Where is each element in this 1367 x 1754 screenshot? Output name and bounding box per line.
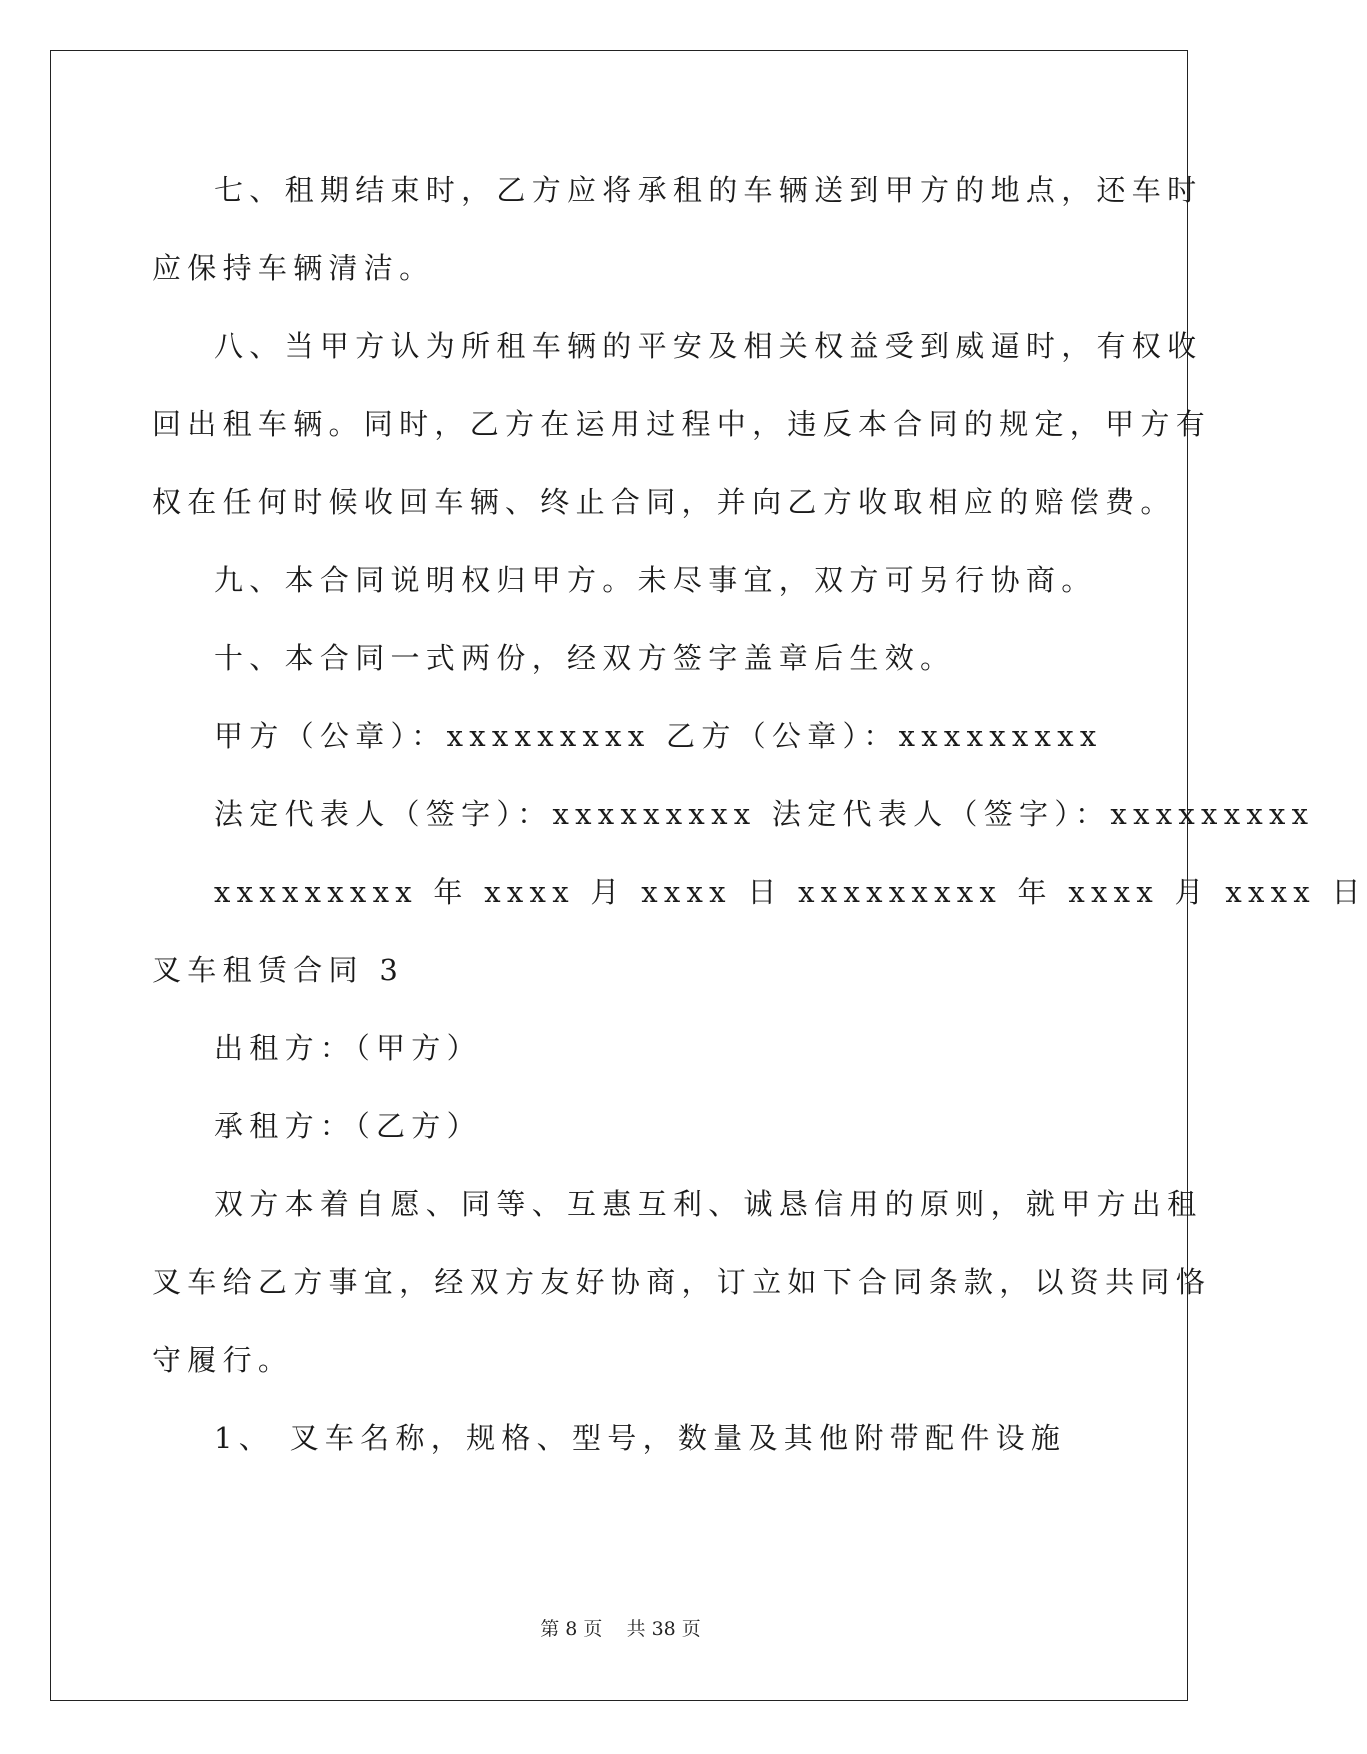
section-title: 叉车租赁合同 3 [152,953,405,987]
paragraph-line: 八、当甲方认为所租车辆的平安及相关权益受到威逼时，有权收 [214,329,1203,363]
paragraph-line: 应保持车辆清洁。 [152,251,435,285]
paragraph-line: 权在任何时候收回车辆、终止合同，并向乙方收取相应的赔偿费。 [152,485,1176,519]
page-number: 第 8 页 [540,1618,603,1640]
paragraph-line: 回出租车辆。同时，乙方在运用过程中，违反本合同的规定，甲方有 [152,407,1212,441]
signature-date-line: xxxxxxxxx 年 xxxx 月 xxxx 日 xxxxxxxxx 年 xxxx 月 xxxx 日 [214,875,1367,909]
paragraph-line: 七、租期结束时，乙方应将承租的车辆送到甲方的地点，还车时 [214,173,1203,207]
lessor-line: 出租方：（甲方） [214,1031,482,1065]
paragraph-line: 守履行。 [152,1343,294,1377]
paragraph-line: 十、本合同一式两份，经双方签字盖章后生效。 [214,641,956,675]
lessee-line: 承租方：（乙方） [214,1109,482,1143]
paragraph-line: 叉车给乙方事宜，经双方友好协商，订立如下合同条款，以资共同恪 [152,1265,1212,1299]
paragraph-line: 双方本着自愿、同等、互惠互利、诚恳信用的原则，就甲方出租 [214,1187,1203,1221]
page-total: 共 38 页 [626,1618,701,1640]
clause-heading: 1、 叉车名称，规格、型号，数量及其他附带配件设施 [214,1421,1067,1455]
signature-representative-line: 法定代表人（签字）：xxxxxxxxx 法定代表人（签字）：xxxxxxxxx [214,797,1315,831]
paragraph-line: 九、本合同说明权归甲方。未尽事宜，双方可另行协商。 [214,563,1097,597]
signature-party-line: 甲方（公章）：xxxxxxxxx 乙方（公章）：xxxxxxxxx [214,719,1103,753]
page-footer [0,1617,1241,1641]
